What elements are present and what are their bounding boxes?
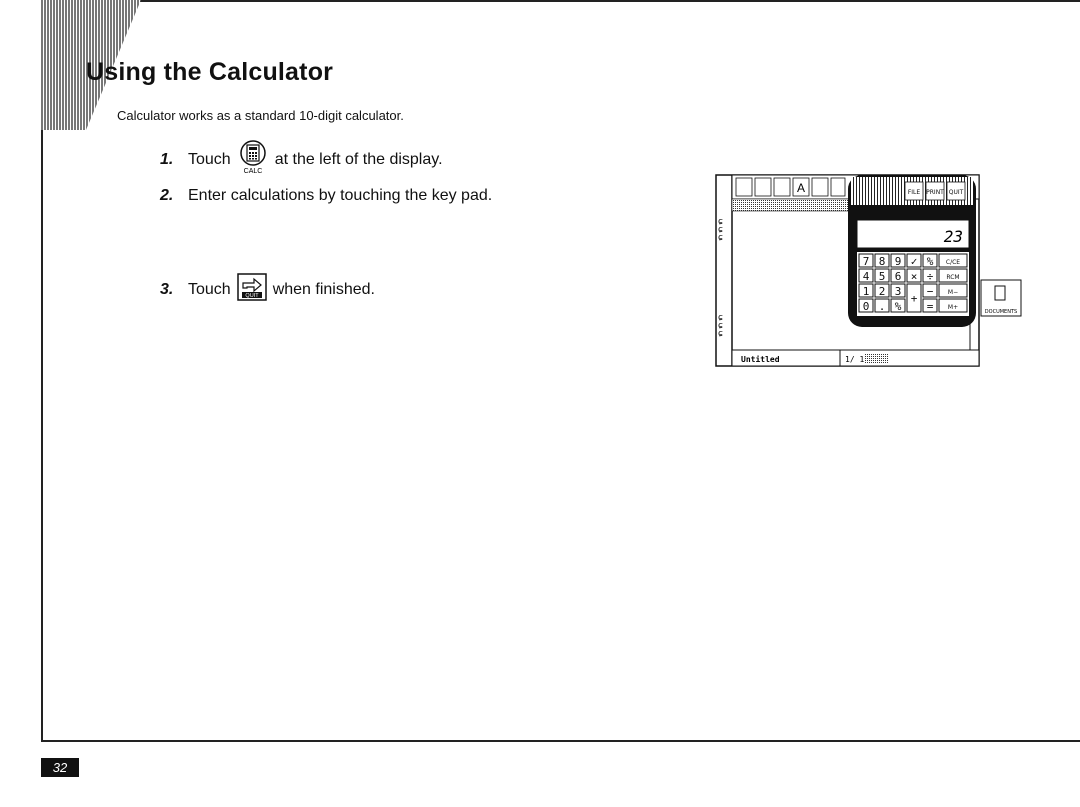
svg-text:4: 4 xyxy=(862,270,870,283)
step-2 xyxy=(160,187,492,205)
step-text-before: Touch xyxy=(188,150,231,168)
svg-text:ɕ: ɕ xyxy=(718,217,723,227)
step-number: 2. xyxy=(160,187,174,204)
svg-text:.: . xyxy=(878,300,886,313)
svg-text:23: 23 xyxy=(943,227,963,246)
svg-text:DOCUMENTS: DOCUMENTS xyxy=(984,309,1018,315)
svg-text:A: A xyxy=(796,181,806,195)
page-title: Using the Calculator xyxy=(86,58,334,86)
svg-text:3: 3 xyxy=(894,285,902,298)
step-number: 3. xyxy=(160,280,174,298)
svg-text:M+: M+ xyxy=(947,304,959,311)
svg-text:ɕ: ɕ xyxy=(718,329,723,339)
svg-text:9: 9 xyxy=(894,255,902,268)
svg-text:ɕ: ɕ xyxy=(718,225,723,235)
calc-icon xyxy=(237,140,269,179)
svg-text:FILE: FILE xyxy=(907,189,921,196)
svg-text:7: 7 xyxy=(862,255,870,268)
step-3 xyxy=(160,273,375,306)
svg-text:QUIT: QUIT xyxy=(948,189,964,196)
step-text-before: Touch xyxy=(188,280,231,298)
svg-text:5: 5 xyxy=(878,270,886,283)
svg-text:1: 1 xyxy=(862,285,870,298)
svg-text:PRINT: PRINT xyxy=(926,189,944,196)
svg-text:+: + xyxy=(910,292,918,305)
intro-text: Calculator works as a standard 10-digit calculator. xyxy=(117,108,404,123)
step-text-after: at the left of the display. xyxy=(274,150,443,168)
step-number: 1. xyxy=(160,150,174,168)
svg-text:CALC: CALC xyxy=(243,168,263,174)
svg-text:C/CE: C/CE xyxy=(945,259,961,266)
svg-text:%: % xyxy=(926,255,934,268)
step-1 xyxy=(160,140,443,179)
svg-text:RCM: RCM xyxy=(946,274,960,281)
svg-text:ɕ: ɕ xyxy=(718,233,723,243)
svg-text:÷: ÷ xyxy=(926,270,934,283)
svg-text:QUIT: QUIT xyxy=(245,293,259,299)
svg-text:×: × xyxy=(910,270,918,283)
svg-text:=: = xyxy=(926,300,934,313)
svg-text:ɕ: ɕ xyxy=(718,313,723,323)
step-text-after: when finished. xyxy=(272,280,375,298)
quit-icon xyxy=(237,273,267,306)
svg-text:0: 0 xyxy=(862,300,870,313)
svg-text:Untitled: Untitled xyxy=(741,355,780,364)
svg-text:%: % xyxy=(894,300,902,313)
svg-text:1/ 1: 1/ 1 xyxy=(845,355,865,364)
svg-text:8: 8 xyxy=(878,255,886,268)
page-number: 32 xyxy=(41,758,79,777)
step-text: Enter calculations by touching the key pad. xyxy=(188,187,493,204)
svg-text:✓: ✓ xyxy=(910,255,918,268)
device-screenshot xyxy=(715,174,1025,370)
svg-text:ɕ: ɕ xyxy=(718,321,723,331)
svg-text:M−: M− xyxy=(947,289,959,296)
svg-text:6: 6 xyxy=(894,270,902,283)
svg-text:−: − xyxy=(926,285,934,298)
svg-text:2: 2 xyxy=(878,285,886,298)
